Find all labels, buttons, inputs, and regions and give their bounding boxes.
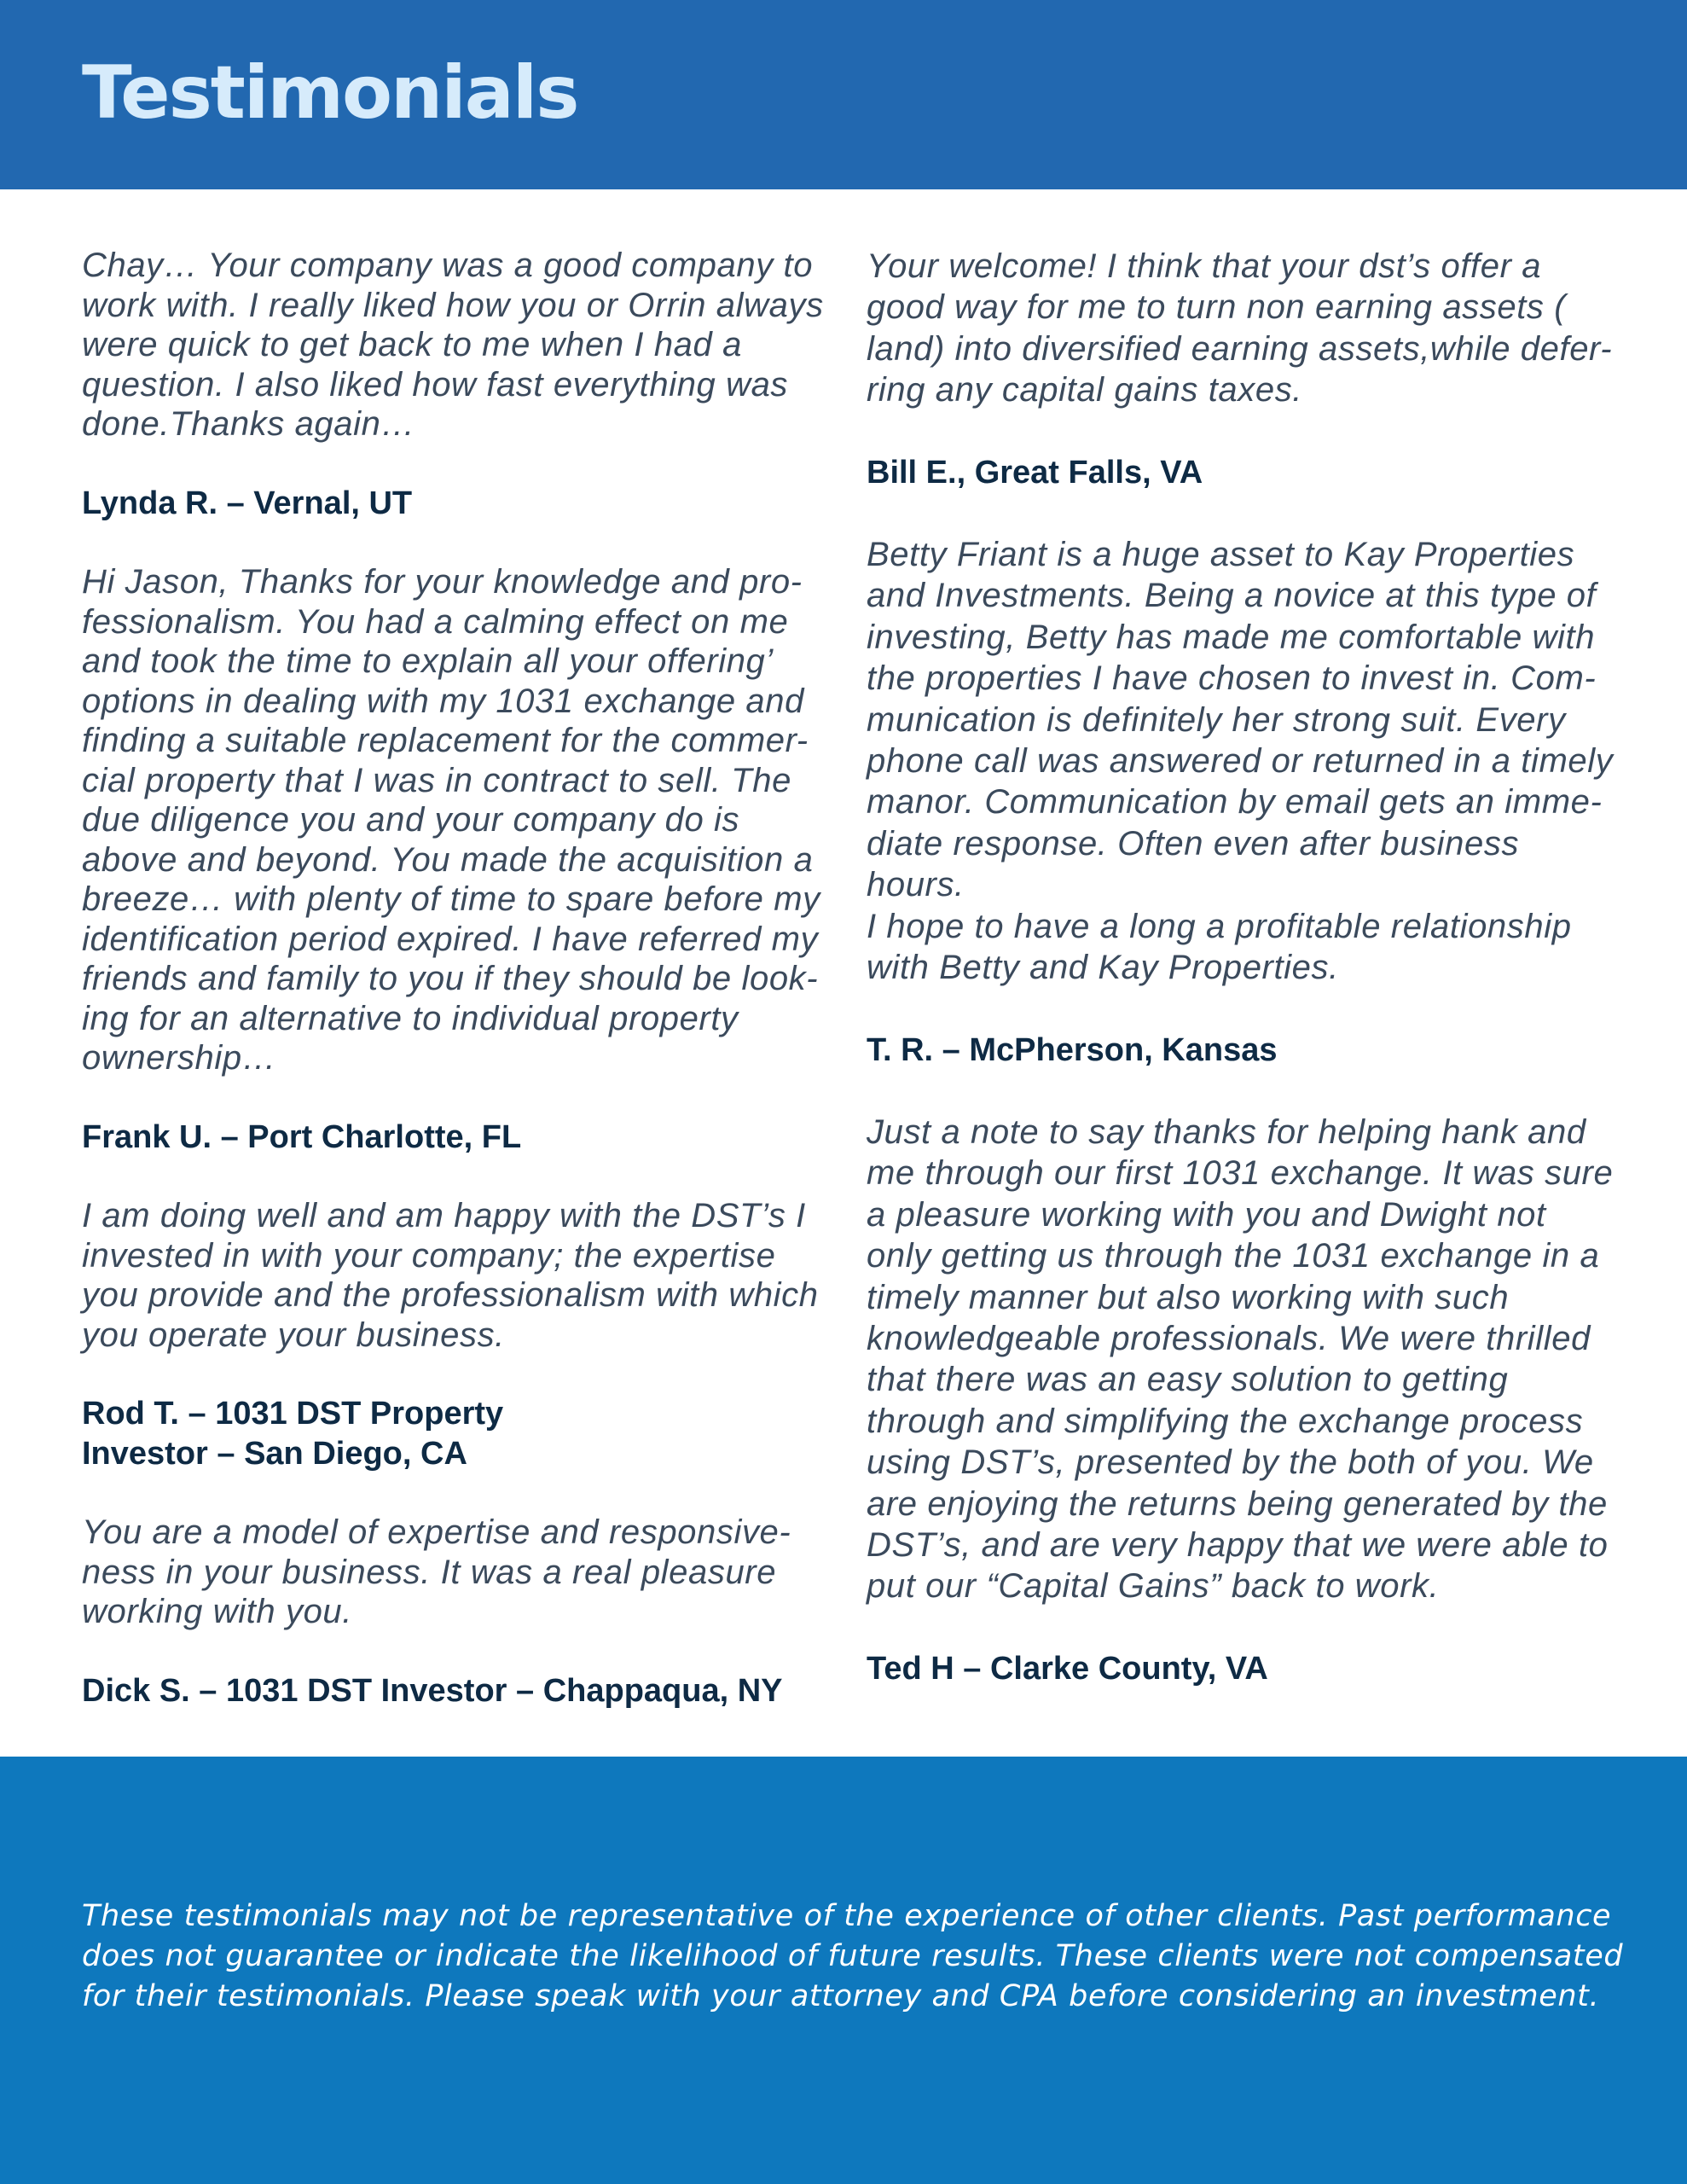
header-bar [0, 0, 1687, 189]
testimonials-right-column [867, 246, 1617, 1730]
testimonial-author: Ted H – Clarke County, VA [867, 1650, 1268, 1687]
testimonials-left-column [82, 246, 832, 1750]
testimonial-author: Bill E., Great Falls, VA [867, 454, 1203, 491]
testimonial-author: Dick S. – 1031 DST Investor – Chappaqua, NY [82, 1672, 783, 1709]
disclaimer-text: These testimonials may not be representative of the experience of other clients. Past performance does not guarantee or indicate the likelihood of future results. These clients were not compensated for their testimonials. Please speak with your attorney and CPA before considering an investment. [82, 1899, 1624, 2013]
testimonial-quote: Betty Friant is a huge asset to Kay Properties and Investments. Being a novice at this type of investing, Betty has made me comfortable with the properties I have chosen to invest in. Com- munication is definitely her strong suit. Every phone call was answered or returned in a timely manor. Communication by email gets an imme- diate response. Often even after business hours. I hope to have a long a profitable relationship with Betty and Kay Properties. [867, 536, 1614, 987]
testimonial-quote: Your welcome! I think that your dst’s offer a good way for me to turn non earning assets ( land) into diversified earning assets,while defer- ring any capital gains taxes. [867, 247, 1613, 410]
testimonial-quote: Hi Jason, Thanks for your knowledge and pro- fessionalism. You had a calming effect on me and took the time to explain all your offering’ options in dealing with my 1031 exchange and finding a suitable replacement for the commer- cial property that I was in contract to sell. The due diligence you and your company do is above and beyond. You made the acquisition a breeze… with plenty of time to spare before my identification period expired. I have referred my friends and family to you if they should be look- ing for an alternative to individual property ownership… [82, 563, 820, 1077]
testimonial-author: Frank U. – Port Charlotte, FL [82, 1118, 522, 1155]
testimonial-author: T. R. – McPherson, Kansas [867, 1031, 1278, 1068]
testimonial-quote: I am doing well and am happy with the DST’s I invested in with your company; the expertise you provide and the professionalism with which you operate your business. [82, 1197, 819, 1354]
testimonial-author: Rod T. – 1031 DST Property Investor – San Diego, CA [82, 1396, 504, 1472]
testimonial-author: Lynda R. – Vernal, UT [82, 485, 413, 521]
testimonial-quote: Just a note to say thanks for helping hank and me through our first 1031 exchange. It was sure a pleasure working with you and Dwight not only getting us through the 1031 exchange in a timely manner but also working with such knowledgeable professionals. We were thrilled that there was an easy solution to getting through and simplifying the exchange process using DST’s, presented by the both of you. We are enjoying the returns being generated by the DST’s, and are very happy that we were able to put our “Capital Gains” back to work. [867, 1112, 1614, 1606]
testimonial-quote: Chay… Your company was a good company to work with. I really liked how you or Orrin always were quick to get back to me when I had a question. I also liked how fast everything was done.Thanks again… [82, 247, 824, 443]
page-title: Testimonials [82, 50, 578, 136]
testimonial-quote: You are a model of expertise and responsive- ness in your business. It was a real pleasure working with you. [82, 1513, 791, 1630]
